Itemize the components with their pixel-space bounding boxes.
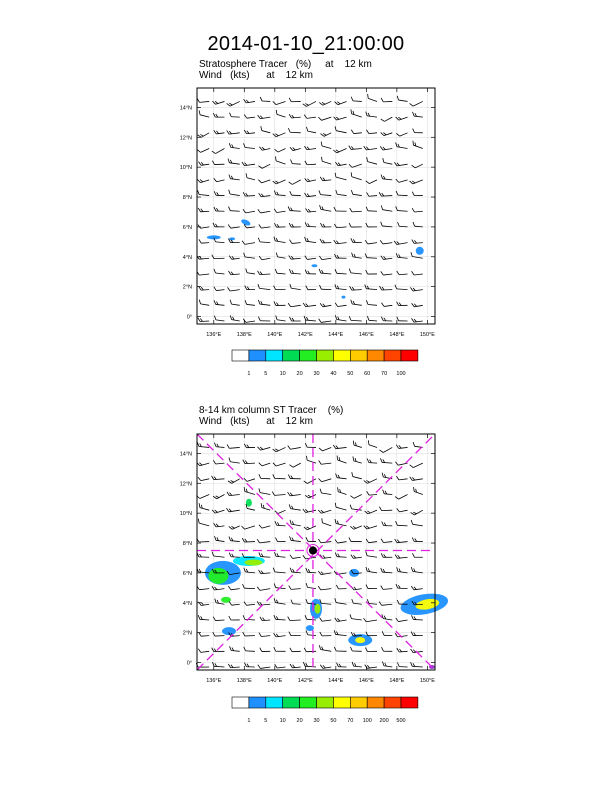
y-tick-label: 8°N xyxy=(182,195,192,202)
y-tick-label: 6°N xyxy=(182,224,192,231)
colorbar-swatch xyxy=(283,697,300,708)
x-tick-label: 142°E xyxy=(297,332,313,338)
y-tick-label: 6°N xyxy=(182,570,192,577)
colorbar-swatch xyxy=(232,697,249,708)
tracer-contour xyxy=(208,568,228,584)
x-tick-label: 136°E xyxy=(206,678,222,684)
x-tick-label: 150°E xyxy=(419,678,435,684)
colorbar-swatch xyxy=(367,697,384,708)
colorbar-label: 100 xyxy=(396,371,406,377)
x-tick-label: 140°E xyxy=(267,678,283,684)
colorbar-swatch xyxy=(401,697,418,708)
colorbar-label: 30 xyxy=(313,718,320,724)
map-plot-area xyxy=(180,434,450,684)
x-tick-label: 150°E xyxy=(419,332,435,338)
colorbar-label: 10 xyxy=(279,718,286,724)
colorbar-label: 30 xyxy=(313,371,320,377)
x-tick-label: 144°E xyxy=(328,678,344,684)
panel2-subtitle: Wind (kts) at 12 km xyxy=(199,416,313,427)
x-tick-label: 148°E xyxy=(389,332,405,338)
x-tick-label: 146°E xyxy=(358,678,374,684)
colorbar-label: 40 xyxy=(330,371,337,377)
colorbar-label: 500 xyxy=(396,718,406,724)
y-tick-label: 2°N xyxy=(182,284,192,291)
y-tick-label: 4°N xyxy=(182,600,192,607)
colorbar-swatch xyxy=(317,697,334,708)
y-tick-label: 8°N xyxy=(182,541,192,548)
colorbar-label: 5 xyxy=(264,371,268,377)
tracer-contour xyxy=(244,559,262,565)
colorbar-label: 10 xyxy=(279,371,286,377)
center-marker xyxy=(309,547,317,555)
colorbar-label: 100 xyxy=(362,718,372,724)
x-tick-label: 138°E xyxy=(236,678,252,684)
x-tick-label: 136°E xyxy=(206,332,222,338)
panel1-subtitle: Wind (kts) at 12 km xyxy=(199,70,313,81)
y-tick-label: 10°N xyxy=(179,165,192,172)
y-tick-label: 14°N xyxy=(179,105,192,112)
x-tick-label: 146°E xyxy=(358,332,374,338)
colorbar-label: 1 xyxy=(247,371,251,377)
colorbar-label: 50 xyxy=(347,371,354,377)
y-tick-label: 10°N xyxy=(179,511,192,518)
y-tick-label: 0° xyxy=(186,314,192,321)
panel2-title: 8-14 km column ST Tracer (%) xyxy=(199,405,344,416)
x-tick-label: 148°E xyxy=(389,678,405,684)
y-tick-label: 14°N xyxy=(179,451,192,458)
tracer-contour xyxy=(246,499,252,507)
colorbar-label: 20 xyxy=(296,718,303,724)
colorbar-label: 1 xyxy=(247,718,251,724)
colorbar xyxy=(232,697,418,724)
x-tick-label: 140°E xyxy=(267,332,283,338)
y-tick-label: 2°N xyxy=(182,630,192,637)
page-title: 2014-01-10_21:00:00 xyxy=(207,33,405,55)
tracer-contour xyxy=(349,569,359,577)
y-tick-label: 12°N xyxy=(179,135,192,142)
colorbar-swatch xyxy=(350,697,367,708)
colorbar-label: 5 xyxy=(264,718,268,724)
colorbar-label: 50 xyxy=(330,718,337,724)
x-tick-label: 144°E xyxy=(328,332,344,338)
colorbar-label: 200 xyxy=(379,718,389,724)
colorbar-swatch xyxy=(384,697,401,708)
colorbar-swatch xyxy=(249,697,266,708)
tracer-contour xyxy=(355,637,365,643)
colorbar-label: 60 xyxy=(364,371,371,377)
colorbar-swatch xyxy=(300,697,317,708)
x-tick-label: 138°E xyxy=(236,332,252,338)
x-tick-label: 142°E xyxy=(297,678,313,684)
colorbar-label: 20 xyxy=(296,371,303,377)
colorbar-swatch xyxy=(333,697,350,708)
tracer-contour xyxy=(315,604,321,614)
panel1-title: Stratosphere Tracer (%) at 12 km xyxy=(199,59,372,70)
y-tick-label: 12°N xyxy=(179,481,192,488)
tracer-contour xyxy=(222,627,236,635)
colorbar-swatch xyxy=(266,697,283,708)
colorbar-label: 70 xyxy=(347,718,354,724)
y-tick-label: 4°N xyxy=(182,254,192,261)
y-tick-label: 0° xyxy=(186,660,192,667)
colorbar-label: 70 xyxy=(381,371,388,377)
